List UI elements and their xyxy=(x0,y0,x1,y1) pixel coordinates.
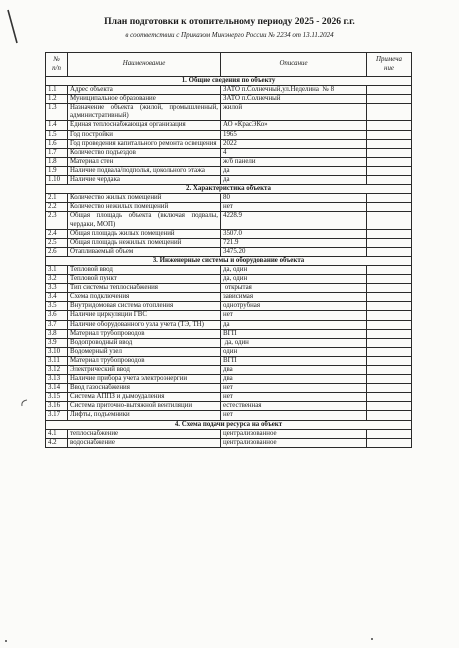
row-name: Назначение объекта (жилой, промышленный, административный) xyxy=(68,104,221,121)
row-name: Внутридомовая система отопления xyxy=(68,302,221,311)
header-number-text: № п/п xyxy=(52,56,61,72)
row-note xyxy=(367,411,412,420)
row-note xyxy=(367,238,412,247)
row-description: 2022 xyxy=(221,139,367,148)
table-row xyxy=(46,229,412,238)
row-description: 3507.0 xyxy=(221,229,367,238)
row-number: 3.1 xyxy=(46,265,68,274)
row-number: 1.3 xyxy=(46,104,68,121)
table-row xyxy=(46,384,412,393)
row-name: Общая площадь объекта (включая подвалы, чердаки, МОП) xyxy=(68,212,221,229)
row-description: нет xyxy=(221,311,367,320)
row-description: да xyxy=(221,176,367,185)
row-name: Наличие прибора учета электроэнергии xyxy=(68,375,221,384)
row-number: 3.4 xyxy=(46,293,68,302)
row-name: Наличие чердака xyxy=(68,176,221,185)
row-note xyxy=(367,366,412,375)
table-row xyxy=(46,130,412,139)
row-description: да, один xyxy=(221,265,367,274)
row-description: один xyxy=(221,347,367,356)
row-name: Тепловой пункт xyxy=(68,275,221,284)
row-number: 3.6 xyxy=(46,311,68,320)
row-number: 1.9 xyxy=(46,166,68,175)
row-number: 1.10 xyxy=(46,176,68,185)
table-row xyxy=(46,338,412,347)
row-description: два xyxy=(221,375,367,384)
section-header-row xyxy=(46,185,412,194)
row-note xyxy=(367,302,412,311)
row-number: 2.3 xyxy=(46,212,68,229)
row-description: зависимая xyxy=(221,293,367,302)
row-note xyxy=(367,311,412,320)
header-name: Наименование xyxy=(68,53,221,77)
row-description: 721.9 xyxy=(221,238,367,247)
row-name: Отапливаемый объем xyxy=(68,247,221,256)
row-name: Количество нежилых помещений xyxy=(68,203,221,212)
row-note xyxy=(367,194,412,203)
row-description: да xyxy=(221,166,367,175)
row-name: Общая площадь нежилых помещений xyxy=(68,238,221,247)
row-number: 3.11 xyxy=(46,356,68,365)
row-description: нет xyxy=(221,393,367,402)
row-number: 1.6 xyxy=(46,139,68,148)
row-name: Водопроводный ввод xyxy=(68,338,221,347)
row-number: 4.2 xyxy=(46,438,68,447)
table-row xyxy=(46,139,412,148)
section-title: 1. Общие сведения по объекту xyxy=(46,77,412,86)
row-note xyxy=(367,356,412,365)
row-note xyxy=(367,130,412,139)
row-description: централизованное xyxy=(221,438,367,447)
table-row xyxy=(46,95,412,104)
table-row xyxy=(46,402,412,411)
row-name: Материал трубопроводов xyxy=(68,329,221,338)
row-note xyxy=(367,384,412,393)
row-note xyxy=(367,148,412,157)
row-note xyxy=(367,347,412,356)
row-note xyxy=(367,284,412,293)
row-note xyxy=(367,157,412,166)
document-title: План подготовки к отопительному периоду 2025 - 2026 г.г. xyxy=(104,16,355,27)
scan-corner-mark xyxy=(6,8,20,46)
row-description: ВГП xyxy=(221,329,367,338)
preparation-plan-table xyxy=(45,52,412,448)
table-row xyxy=(46,320,412,329)
row-number: 3.14 xyxy=(46,384,68,393)
row-name: Год проведения капитального ремонта освещения xyxy=(68,139,221,148)
table-row xyxy=(46,247,412,256)
header-description: Описание xyxy=(221,53,367,77)
row-note xyxy=(367,121,412,130)
table-row xyxy=(46,212,412,229)
table-row xyxy=(46,311,412,320)
section-title: 2. Характеристика объекта xyxy=(46,185,412,194)
table-row xyxy=(46,411,412,420)
table-row xyxy=(46,121,412,130)
row-note xyxy=(367,402,412,411)
row-description: централизованное xyxy=(221,429,367,438)
row-name: Материал стен xyxy=(68,157,221,166)
table-row xyxy=(46,356,412,365)
row-number: 3.12 xyxy=(46,366,68,375)
row-number: 3.5 xyxy=(46,302,68,311)
row-description: ж/б панели xyxy=(221,157,367,166)
table-row xyxy=(46,104,412,121)
row-number: 3.9 xyxy=(46,338,68,347)
table-row xyxy=(46,438,412,447)
row-number: 1.1 xyxy=(46,86,68,95)
row-description: ВГП xyxy=(221,356,367,365)
table-row xyxy=(46,194,412,203)
row-note xyxy=(367,203,412,212)
row-number: 2.4 xyxy=(46,229,68,238)
table-row xyxy=(46,293,412,302)
table-row xyxy=(46,157,412,166)
table-row xyxy=(46,166,412,175)
row-description: 80 xyxy=(221,194,367,203)
row-description: да xyxy=(221,320,367,329)
table-row xyxy=(46,275,412,284)
row-name: Количество подъездов xyxy=(68,148,221,157)
table-row xyxy=(46,203,412,212)
table-row xyxy=(46,176,412,185)
row-description: два xyxy=(221,366,367,375)
scan-speck xyxy=(371,638,373,640)
table-row xyxy=(46,429,412,438)
row-name: Год постройки xyxy=(68,130,221,139)
row-name: водоснабжение xyxy=(68,438,221,447)
row-description: жилой xyxy=(221,104,367,121)
row-note xyxy=(367,86,412,95)
row-number: 2.5 xyxy=(46,238,68,247)
scan-speck xyxy=(5,640,7,642)
row-name: Система АППЗ и дымоудаления xyxy=(68,393,221,402)
row-note xyxy=(367,329,412,338)
row-description: нет xyxy=(221,384,367,393)
table-row xyxy=(46,393,412,402)
row-number: 1.2 xyxy=(46,95,68,104)
row-number: 2.6 xyxy=(46,247,68,256)
row-name: Тепловой ввод xyxy=(68,265,221,274)
row-note xyxy=(367,95,412,104)
row-note xyxy=(367,212,412,229)
row-note xyxy=(367,275,412,284)
row-description: открытая xyxy=(221,284,367,293)
row-note xyxy=(367,139,412,148)
row-name: теплоснабжение xyxy=(68,429,221,438)
row-name: Схема подключения xyxy=(68,293,221,302)
header-note xyxy=(367,53,412,77)
table-row xyxy=(46,329,412,338)
row-name: Тип системы теплоснабжения xyxy=(68,284,221,293)
header-note-text: Примеча ние xyxy=(376,56,402,72)
hole-punch-mark xyxy=(18,398,30,408)
row-name: Лифты, подъемники xyxy=(68,411,221,420)
row-note xyxy=(367,265,412,274)
row-name: Материал трубопроводов xyxy=(68,356,221,365)
row-number: 1.8 xyxy=(46,157,68,166)
table-row xyxy=(46,265,412,274)
row-name: Адрес объекта xyxy=(68,86,221,95)
row-note xyxy=(367,320,412,329)
row-number: 3.8 xyxy=(46,329,68,338)
row-note xyxy=(367,176,412,185)
row-note xyxy=(367,393,412,402)
row-note xyxy=(367,429,412,438)
row-number: 3.10 xyxy=(46,347,68,356)
row-name: Наличие оборудованного узла учета (ТЭ, ТН) xyxy=(68,320,221,329)
table-row xyxy=(46,366,412,375)
table-row xyxy=(46,302,412,311)
row-name: Количество жилых помещений xyxy=(68,194,221,203)
section-header-row xyxy=(46,256,412,265)
row-name: Наличие подвала/подполья, цокольного этажа xyxy=(68,166,221,175)
table-row xyxy=(46,238,412,247)
row-number: 1.5 xyxy=(46,130,68,139)
table-row xyxy=(46,86,412,95)
table-row xyxy=(46,347,412,356)
row-number: 3.17 xyxy=(46,411,68,420)
row-note xyxy=(367,293,412,302)
row-description: ЗАТО п.Солнечный,ул.Неделина № 8 xyxy=(221,86,367,95)
row-number: 3.2 xyxy=(46,275,68,284)
row-number: 4.1 xyxy=(46,429,68,438)
row-number: 1.7 xyxy=(46,148,68,157)
section-header-row xyxy=(46,420,412,429)
row-description: АО «КрасЭКо» xyxy=(221,121,367,130)
row-note xyxy=(367,247,412,256)
row-name: Муниципальное образование xyxy=(68,95,221,104)
row-description: нет xyxy=(221,203,367,212)
section-header-row xyxy=(46,77,412,86)
row-number: 3.7 xyxy=(46,320,68,329)
row-name: Система приточно-вытяжной вентиляции xyxy=(68,402,221,411)
table-row xyxy=(46,375,412,384)
row-description: нет xyxy=(221,411,367,420)
row-description: ЗАТО п.Солнечный xyxy=(221,95,367,104)
row-note xyxy=(367,338,412,347)
row-description: естественная xyxy=(221,402,367,411)
row-name: Электрический ввод xyxy=(68,366,221,375)
row-number: 3.3 xyxy=(46,284,68,293)
row-description: 4228.9 xyxy=(221,212,367,229)
row-name: Наличие циркуляции ГВС xyxy=(68,311,221,320)
row-number: 2.2 xyxy=(46,203,68,212)
row-description: да, один xyxy=(221,338,367,347)
row-description: да, один xyxy=(221,275,367,284)
row-description: 4 xyxy=(221,148,367,157)
row-number: 3.16 xyxy=(46,402,68,411)
row-note xyxy=(367,229,412,238)
row-description: однотрубная xyxy=(221,302,367,311)
row-number: 3.15 xyxy=(46,393,68,402)
row-note xyxy=(367,375,412,384)
row-name: Общая площадь жилых помещений xyxy=(68,229,221,238)
table-row xyxy=(46,148,412,157)
row-name: Водомерный узел xyxy=(68,347,221,356)
table-row xyxy=(46,284,412,293)
row-note xyxy=(367,438,412,447)
row-description: 3475.20 xyxy=(221,247,367,256)
row-number: 3.13 xyxy=(46,375,68,384)
row-name: Единая теплоснабжающая организация xyxy=(68,121,221,130)
document-subtitle: в соответствии с Приказом Минэнерго России № 2234 от 13.11.2024 xyxy=(125,31,334,39)
row-note xyxy=(367,104,412,121)
row-number: 1.4 xyxy=(46,121,68,130)
row-number: 2.1 xyxy=(46,194,68,203)
header-number xyxy=(46,53,68,77)
table-header-row xyxy=(46,53,412,77)
section-title: 4. Схема подачи ресурса на объект xyxy=(46,420,412,429)
row-description: 1965 xyxy=(221,130,367,139)
section-title: 3. Инженерные системы и оборудование объекта xyxy=(46,256,412,265)
row-name: Ввод газоснабжения xyxy=(68,384,221,393)
row-note xyxy=(367,166,412,175)
